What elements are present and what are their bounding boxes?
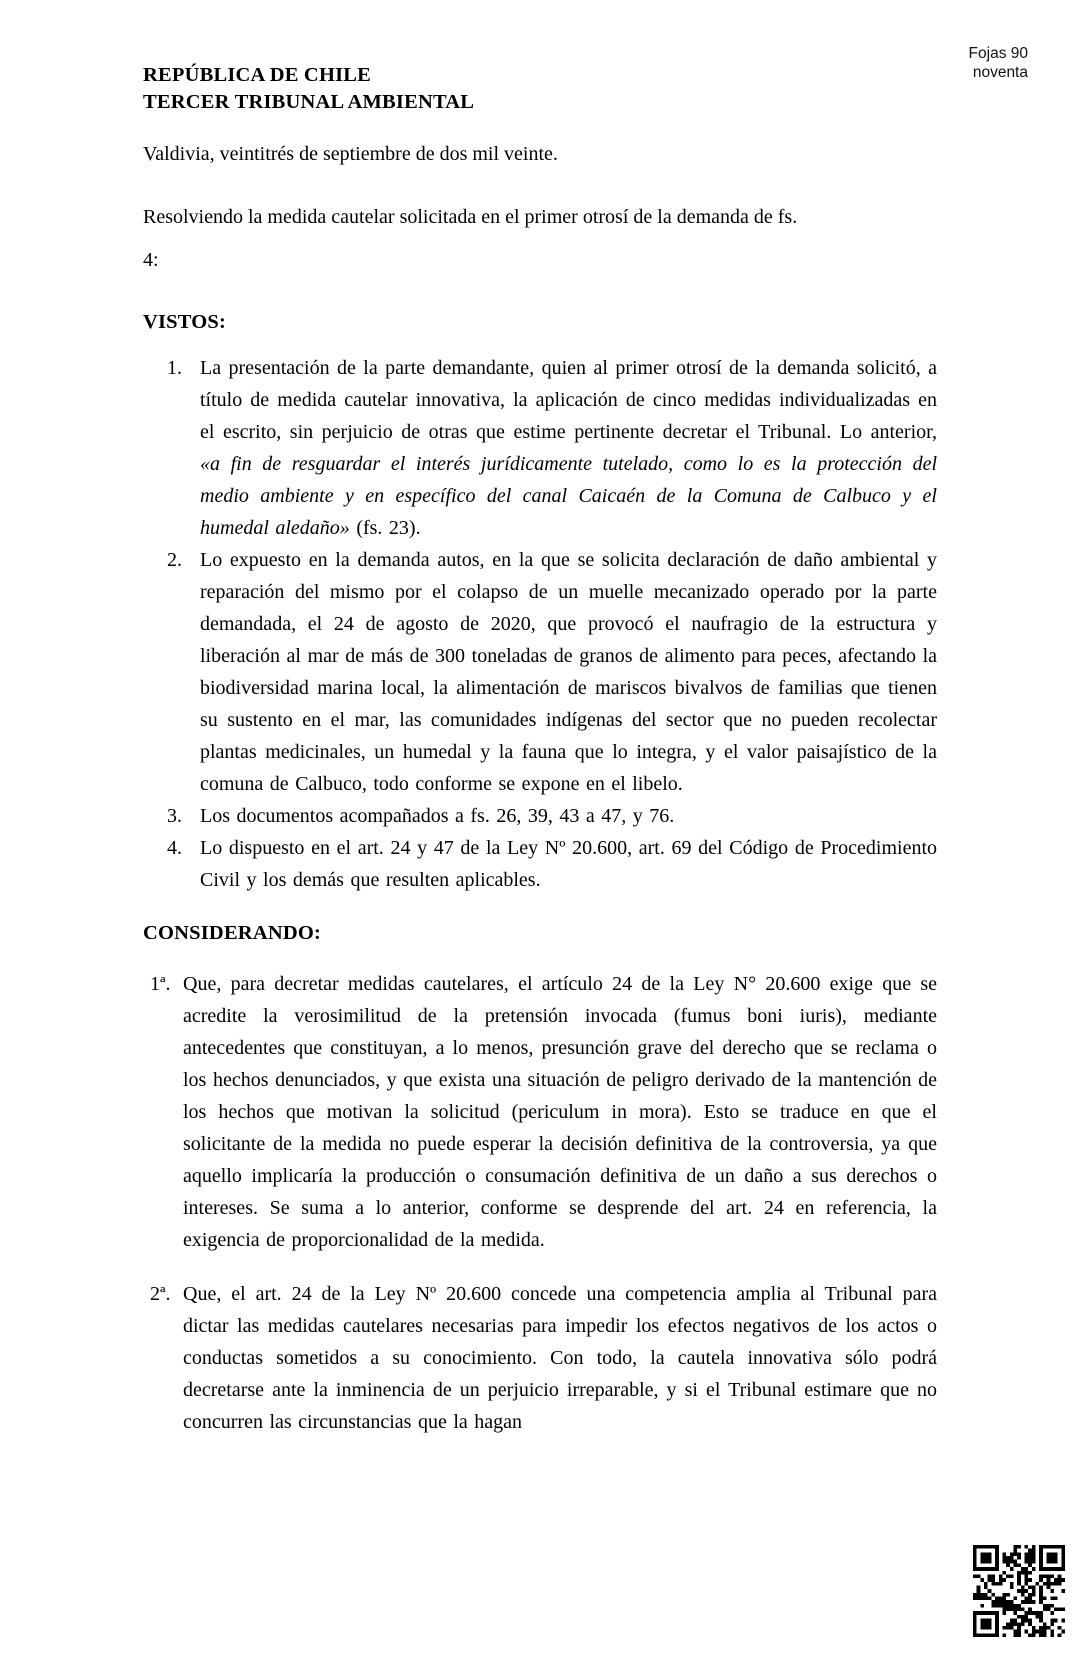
fojas-stamp	[969, 44, 1028, 82]
item-text	[200, 352, 937, 544]
vistos-list	[143, 352, 937, 896]
qr-code-icon	[973, 1545, 1065, 1637]
court-header	[143, 62, 937, 116]
item-text: Lo expuesto en la demanda autos, en la que se solicita declaración de daño ambiental y reparación del mismo por el colapso de un muelle mecanizado operado por la parte demandada, el 24 de agosto de 2020, que provocó el naufragio de la estructura y liberación al mar de más de 300 toneladas de granos de alimento para peces, afectando la biodiversidad marina local, la alimentación de mariscos bivalvos de familias que tienen su sustento en el mar, las comunidades indígenas del sector que no pueden recolectar plantas medicinales, un humedal y la fauna que lo integra, y el valor paisajístico de la comuna de Calbuco, todo conforme se expone en el libelo.	[200, 549, 937, 795]
considerando-heading: CONSIDERANDO:	[143, 922, 322, 944]
fojas-number: Fojas 90	[968, 45, 1028, 62]
consideration-paragraph-1	[143, 968, 937, 1256]
paragraph-text: Que, el art. 24 de la Ley Nº 20.600 concede una competencia amplia al Tribunal para dictar las medidas cautelares necesarias para impedir los efectos negativos de los actos o conductas sometidos a su conocimiento. Con todo, la cautela innovativa sólo podrá decretarse ante la inminencia de un perjuicio irreparable, y si el Tribunal estimare que no concurren las circunstancias que la hagan	[183, 1283, 937, 1433]
vistos-heading: VISTOS:	[143, 311, 227, 333]
vistos-item-3	[143, 800, 937, 832]
qr-code-svg	[973, 1545, 1065, 1637]
resolving-line-2: 4:	[143, 249, 159, 271]
item-text: Lo dispuesto en el art. 24 y 47 de la Ley Nº 20.600, art. 69 del Código de Procedimiento Civil y los demás que resulten aplicables.	[200, 837, 937, 891]
header-republic: REPÚBLICA DE CHILE	[143, 64, 372, 86]
item-number: 1.	[167, 357, 182, 379]
item-text: Los documentos acompañados a fs. 26, 39, 43 a 47, y 76.	[200, 805, 675, 827]
resolving-paragraph	[143, 196, 937, 282]
paragraph-number: 2ª.	[150, 1283, 171, 1305]
resolving-line-1: Resolviendo la medida cautelar solicitada en el primer otrosí de la demanda de fs.	[143, 206, 798, 228]
item-1-text-start: La presentación de la parte demandante, quien al primer otrosí de la demanda solicitó, a título de medida cautelar innovativa, la aplicación de cinco medidas individualizadas en el escrito, sin perjuicio de otras que estime pertinente decretar el Tribunal. Lo anterior,	[200, 357, 937, 443]
item-1-quote-italic: «a fin de resguardar el interés jurídicamente tutelado, como lo es la protección del medio ambiente y en específico del canal Caicaén de la Comuna de Calbuco y el humedal aledaño»	[200, 453, 937, 539]
vistos-item-4	[143, 832, 937, 896]
vistos-item-1	[143, 352, 937, 544]
item-number: 3.	[167, 805, 182, 827]
header-tribunal: TERCER TRIBUNAL AMBIENTAL	[143, 91, 475, 113]
item-number: 4.	[167, 837, 182, 859]
item-number: 2.	[167, 549, 182, 571]
vistos-item-2	[143, 544, 937, 800]
fojas-words: noventa	[972, 64, 1028, 81]
date-line: Valdivia, veintitrés de septiembre de dos mil veinte.	[143, 143, 558, 165]
item-1-text-end: (fs. 23).	[349, 517, 421, 539]
paragraph-text: Que, para decretar medidas cautelares, el artículo 24 de la Ley N° 20.600 exige que se acredite la verosimilitud de la pretensión invocada (fumus boni iuris), mediante antecedentes que constituyan, a lo menos, presunción grave del derecho que se reclama o los hechos denunciados, y que exista una situación de peligro derivado de la mantención de los hechos que motivan la solicitud (periculum in mora). Esto se traduce en que el solicitante de la medida no puede esperar la decisión definitiva de la controversia, ya que aquello implicaría la producción o consumación definitiva de un daño a sus derechos o intereses. Se suma a lo anterior, conforme se desprende del art. 24 en referencia, la exigencia de proporcionalidad de la medida.	[183, 973, 937, 1251]
document-content	[143, 0, 937, 1438]
paragraph-number: 1ª.	[150, 973, 171, 995]
consideration-paragraph-2	[143, 1278, 937, 1438]
